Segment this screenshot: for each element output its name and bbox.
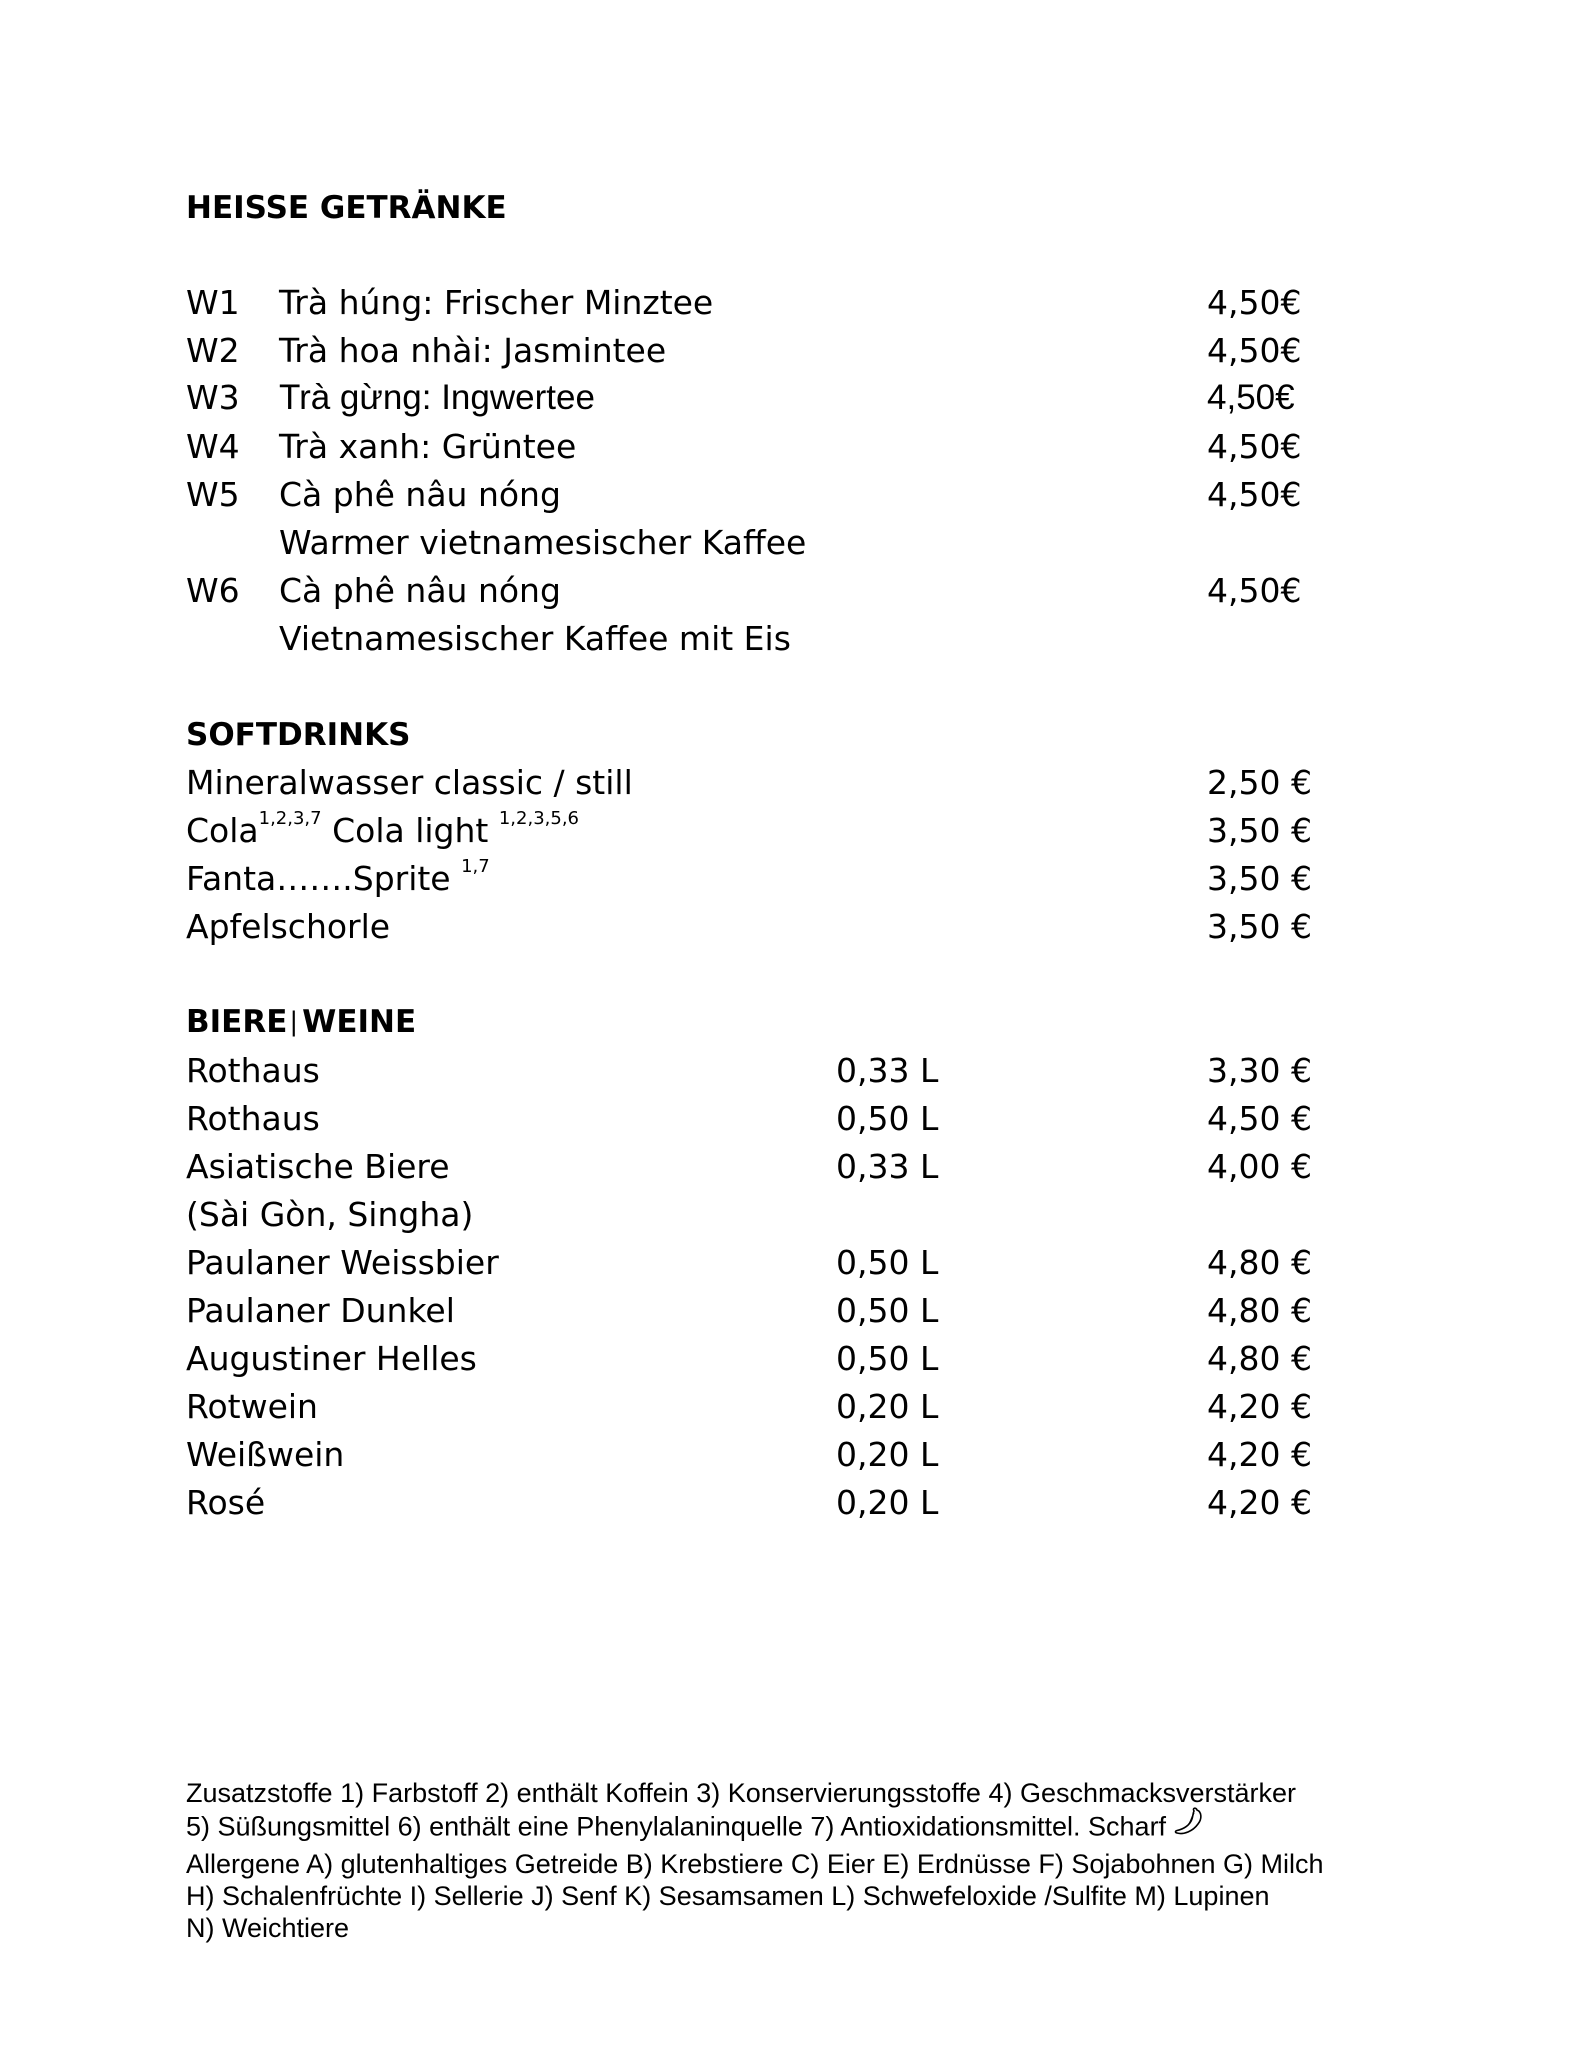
item-name: Cà phê nâu nóng bbox=[279, 571, 561, 610]
item-price: 3,50 € bbox=[1207, 811, 1312, 850]
item-name: Trà hoa nhài: Jasmintee bbox=[279, 331, 667, 370]
item-volume: 0,20 L bbox=[836, 1387, 939, 1426]
menu-item-asiatische-biere bbox=[0, 1143, 1583, 1191]
item-volume: 0,50 L bbox=[836, 1339, 939, 1378]
item-price: 4,50€ bbox=[1207, 283, 1302, 322]
menu-item-paulaner-weissbier bbox=[0, 1239, 1583, 1287]
item-price: 4,20 € bbox=[1207, 1387, 1312, 1426]
menu-item-w6-subline bbox=[0, 615, 1583, 663]
item-name: Weißwein bbox=[186, 1435, 345, 1474]
menu-item-augustiner-helles bbox=[0, 1335, 1583, 1383]
item-name: Apfelschorle bbox=[186, 907, 391, 946]
menu-item-w5-subline bbox=[0, 519, 1583, 567]
item-price: 4,80 € bbox=[1207, 1291, 1312, 1330]
title-separator: | bbox=[289, 1007, 299, 1037]
additive-footnote: 1,2,3,7 bbox=[258, 808, 322, 829]
item-price: 3,30 € bbox=[1207, 1051, 1312, 1090]
item-volume: 0,50 L bbox=[836, 1243, 939, 1282]
item-name bbox=[186, 807, 579, 855]
item-price: 4,50€ bbox=[1207, 378, 1295, 417]
section-title-hot-drinks: HEISSE GETRÄNKE bbox=[186, 190, 507, 226]
item-code: W2 bbox=[186, 331, 240, 370]
item-code: W6 bbox=[186, 571, 240, 610]
allergens-line-3: N) Weichtiere bbox=[186, 1913, 350, 1943]
item-volume: 0,20 L bbox=[836, 1435, 939, 1474]
item-volume: 0,20 L bbox=[836, 1483, 939, 1522]
item-name: Trà húng: Frischer Minztee bbox=[279, 283, 714, 322]
menu-item-w1 bbox=[0, 279, 1583, 327]
allergens-line-2: H) Schalenfrüchte I) Sellerie J) Senf K) Sesamsamen L) Schwefeloxide /Sulfite M) Lupinen bbox=[186, 1881, 1270, 1911]
section-title-beer: BIERE bbox=[186, 1004, 288, 1040]
chili-pepper-icon bbox=[1172, 1806, 1206, 1845]
item-name: Rothaus bbox=[186, 1099, 320, 1138]
item-price: 4,00 € bbox=[1207, 1147, 1312, 1186]
additive-footnote: 1,2,3,5,6 bbox=[498, 808, 579, 829]
item-price: 3,50 € bbox=[1207, 859, 1312, 898]
menu-item-rose bbox=[0, 1479, 1583, 1527]
item-price: 4,50 € bbox=[1207, 1099, 1312, 1138]
menu-item-rotwein bbox=[0, 1383, 1583, 1431]
menu-item-w5 bbox=[0, 471, 1583, 519]
menu-item-weisswein bbox=[0, 1431, 1583, 1479]
item-name-fanta-sprite: Fanta…….Sprite bbox=[186, 859, 462, 898]
item-code: W3 bbox=[186, 378, 240, 417]
item-price: 2,50 € bbox=[1207, 763, 1312, 802]
additives-line-2-text: 5) Süßungsmittel 6) enthält eine Phenylalaninquelle 7) Antioxidationsmittel. Scharf bbox=[186, 1811, 1167, 1842]
menu-item-rothaus-050 bbox=[0, 1095, 1583, 1143]
menu-item-w2 bbox=[0, 327, 1583, 375]
item-name: Paulaner Dunkel bbox=[186, 1291, 455, 1330]
item-code: W5 bbox=[186, 475, 240, 514]
item-name: Asiatische Biere bbox=[186, 1147, 450, 1186]
menu-item-w4 bbox=[0, 423, 1583, 471]
additive-footnote: 1,7 bbox=[461, 856, 490, 877]
item-volume: 0,33 L bbox=[836, 1147, 939, 1186]
menu-item-cola bbox=[0, 807, 1583, 855]
allergens-line-1: Allergene A) glutenhaltiges Getreide B) Krebstiere C) Eier E) Erdnüsse F) Sojabohnen G) Milch bbox=[186, 1849, 1324, 1879]
item-price: 3,50 € bbox=[1207, 907, 1312, 946]
item-name: Trà gừng: Ingwertee bbox=[279, 378, 595, 417]
menu-item-apfelschorle bbox=[0, 903, 1583, 951]
item-code: W4 bbox=[186, 427, 240, 466]
menu-item-w6 bbox=[0, 567, 1583, 615]
menu-item-paulaner-dunkel bbox=[0, 1287, 1583, 1335]
section-title-beer-wine bbox=[186, 1002, 416, 1044]
item-name-cola-light: Cola light bbox=[321, 811, 499, 850]
item-name: Augustiner Helles bbox=[186, 1339, 477, 1378]
item-volume: 0,33 L bbox=[836, 1051, 939, 1090]
section-title-wine: WEINE bbox=[302, 1004, 417, 1040]
item-name bbox=[186, 855, 490, 903]
additives-line-1: Zusatzstoffe 1) Farbstoff 2) enthält Koffein 3) Konservierungsstoffe 4) Geschmacksverstärker bbox=[186, 1778, 1297, 1808]
item-price: 4,50€ bbox=[1207, 331, 1302, 370]
item-name-cola: Cola bbox=[186, 811, 259, 850]
item-name: Paulaner Weissbier bbox=[186, 1243, 499, 1282]
footnotes bbox=[186, 1777, 1426, 1944]
menu-item-rothaus-033 bbox=[0, 1047, 1583, 1095]
item-price: 4,20 € bbox=[1207, 1435, 1312, 1474]
menu-item-asiatische-biere-subline bbox=[0, 1191, 1583, 1239]
section-title-softdrinks: SOFTDRINKS bbox=[186, 717, 411, 753]
menu-item-mineralwasser bbox=[0, 759, 1583, 807]
item-price: 4,80 € bbox=[1207, 1339, 1312, 1378]
additives-line-2 bbox=[186, 1809, 1426, 1848]
item-code: W1 bbox=[186, 283, 240, 322]
item-price: 4,20 € bbox=[1207, 1483, 1312, 1522]
item-description: (Sài Gòn, Singha) bbox=[186, 1195, 474, 1234]
item-price: 4,50€ bbox=[1207, 571, 1302, 610]
item-volume: 0,50 L bbox=[836, 1099, 939, 1138]
item-name: Rothaus bbox=[186, 1051, 320, 1090]
menu-item-w3 bbox=[0, 374, 1583, 422]
menu-item-fanta-sprite bbox=[0, 855, 1583, 903]
item-price: 4,50€ bbox=[1207, 475, 1302, 514]
item-volume: 0,50 L bbox=[836, 1291, 939, 1330]
item-name: Cà phê nâu nóng bbox=[279, 475, 561, 514]
item-name: Trà xanh: Grüntee bbox=[279, 427, 577, 466]
item-description: Vietnamesischer Kaffee mit Eis bbox=[279, 619, 791, 658]
item-name: Mineralwasser classic / still bbox=[186, 763, 633, 802]
item-name: Rosé bbox=[186, 1483, 266, 1522]
item-price: 4,50€ bbox=[1207, 427, 1302, 466]
item-price: 4,80 € bbox=[1207, 1243, 1312, 1282]
item-description: Warmer vietnamesischer Kaffee bbox=[279, 523, 807, 562]
item-name: Rotwein bbox=[186, 1387, 318, 1426]
